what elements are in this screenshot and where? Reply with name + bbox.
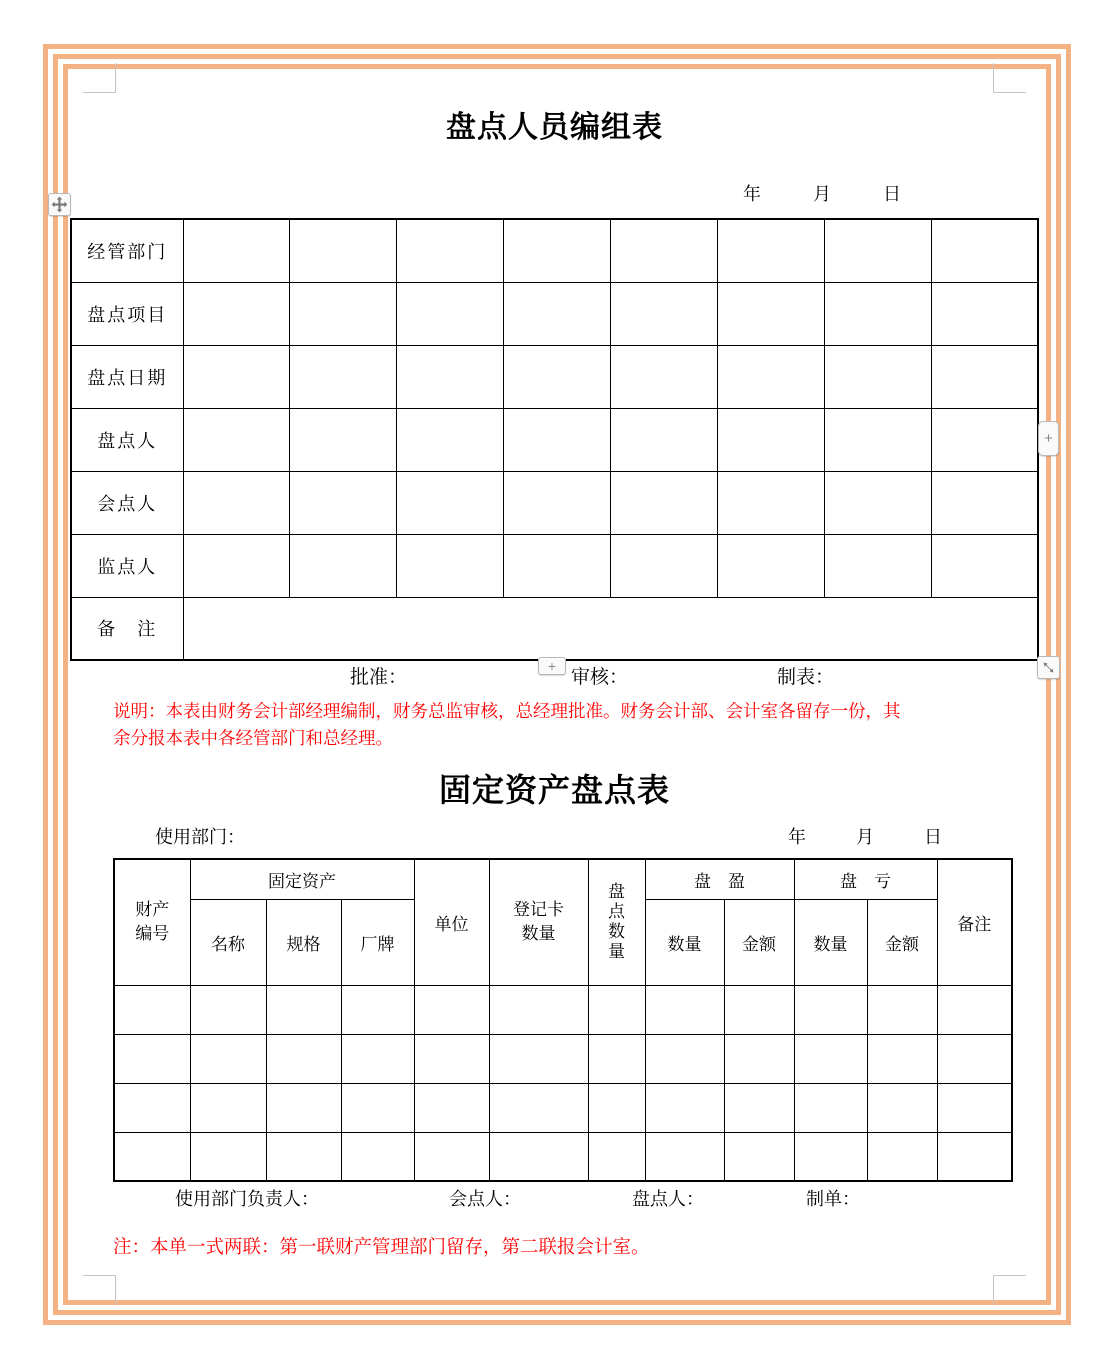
empty-cell[interactable] <box>504 408 611 471</box>
empty-cell[interactable] <box>645 985 724 1034</box>
table-row <box>114 985 1012 1034</box>
form1-dateline <box>743 180 901 206</box>
empty-cell[interactable] <box>489 1034 588 1083</box>
empty-cell[interactable] <box>341 1034 414 1083</box>
empty-cell[interactable] <box>183 219 290 282</box>
empty-cell[interactable] <box>266 1083 341 1132</box>
using-dept-label: 使用部门： <box>155 827 245 847</box>
crop-mark-bottom-left <box>83 1275 116 1305</box>
empty-cell[interactable] <box>724 1132 794 1181</box>
col-header-deficit-qty: 数量 <box>794 899 867 985</box>
year-label: 年 <box>788 827 806 847</box>
empty-cell[interactable] <box>183 345 290 408</box>
empty-cell[interactable] <box>290 471 397 534</box>
day-label: 日 <box>924 827 942 847</box>
empty-cell[interactable] <box>645 1034 724 1083</box>
row-label-supervisor: 监点人 <box>71 534 183 597</box>
empty-cell[interactable] <box>588 1034 645 1083</box>
empty-cell[interactable] <box>266 1132 341 1181</box>
col-header-surplus-amount: 金额 <box>724 899 794 985</box>
row-label-co-counter: 会点人 <box>71 471 183 534</box>
counter-label: 盘点人： <box>632 1189 704 1209</box>
col-header-remark: 备注 <box>937 859 1012 985</box>
form1-note-line1: 说明：本表由财务会计部经理编制，财务总监审核，总经理批准。财务会计部、会计室各留存一份，其 <box>113 701 901 721</box>
form1-note-line2: 余分报本表中各经管部门和总经理。 <box>113 728 393 748</box>
month-label: 月 <box>813 184 831 204</box>
row-label-remark: 备 注 <box>71 597 183 660</box>
empty-cell[interactable] <box>931 534 1038 597</box>
empty-cell[interactable] <box>114 1083 190 1132</box>
empty-cell[interactable] <box>414 1083 489 1132</box>
empty-cell[interactable] <box>611 345 718 408</box>
empty-cell[interactable] <box>489 1083 588 1132</box>
empty-cell[interactable] <box>824 345 931 408</box>
empty-cell[interactable] <box>183 471 290 534</box>
empty-cell[interactable] <box>489 985 588 1034</box>
empty-cell[interactable] <box>611 219 718 282</box>
remark-cell[interactable] <box>183 597 1038 660</box>
empty-cell[interactable] <box>397 534 504 597</box>
empty-cell[interactable] <box>114 985 190 1034</box>
empty-cell[interactable] <box>341 1083 414 1132</box>
col-header-name: 名称 <box>190 899 266 985</box>
empty-cell[interactable] <box>183 282 290 345</box>
empty-cell[interactable] <box>717 408 824 471</box>
empty-cell[interactable] <box>867 985 937 1034</box>
empty-cell[interactable] <box>504 534 611 597</box>
crop-mark-bottom-right <box>993 1275 1026 1305</box>
empty-cell[interactable] <box>931 408 1038 471</box>
row-label-managing-dept: 经管部门 <box>71 219 183 282</box>
crop-mark-top-left <box>83 63 116 93</box>
col-group-surplus: 盘 盈 <box>645 859 794 899</box>
empty-cell[interactable] <box>867 1083 937 1132</box>
table-row <box>71 534 1038 597</box>
empty-cell[interactable] <box>931 345 1038 408</box>
empty-cell[interactable] <box>611 534 718 597</box>
empty-cell[interactable] <box>504 282 611 345</box>
empty-cell[interactable] <box>266 1034 341 1083</box>
empty-cell[interactable] <box>414 985 489 1034</box>
empty-cell[interactable] <box>341 985 414 1034</box>
empty-cell[interactable] <box>717 471 824 534</box>
col-group-fixed-asset: 固定资产 <box>190 859 414 899</box>
empty-cell[interactable] <box>611 408 718 471</box>
resize-icon <box>1041 660 1056 675</box>
dept-head-label: 使用部门负责人： <box>175 1189 319 1209</box>
form1-note <box>113 698 1018 752</box>
empty-cell[interactable] <box>645 1083 724 1132</box>
table-row <box>71 597 1038 660</box>
empty-cell[interactable] <box>397 408 504 471</box>
empty-cell[interactable] <box>397 282 504 345</box>
empty-cell[interactable] <box>937 1034 1012 1083</box>
col-header-deficit-amount: 金额 <box>867 899 937 985</box>
empty-cell[interactable] <box>290 345 397 408</box>
empty-cell[interactable] <box>645 1132 724 1181</box>
col-header-card-qty: 登记卡 数量 <box>489 859 588 985</box>
col-header-brand: 厂牌 <box>341 899 414 985</box>
empty-cell[interactable] <box>290 534 397 597</box>
plus-icon: + <box>547 658 557 674</box>
empty-cell[interactable] <box>931 282 1038 345</box>
empty-cell[interactable] <box>290 408 397 471</box>
insert-row-plus-handle[interactable] <box>538 657 566 675</box>
table-row <box>71 282 1038 345</box>
empty-cell[interactable] <box>794 1083 867 1132</box>
year-label: 年 <box>743 184 761 204</box>
form2-dateline <box>788 823 942 849</box>
table-row <box>114 1034 1012 1083</box>
approve-label: 批准： <box>350 667 408 688</box>
fixed-asset-inventory-table <box>113 858 1013 1182</box>
plus-icon: + <box>1044 430 1053 447</box>
empty-cell[interactable] <box>414 1034 489 1083</box>
empty-cell[interactable] <box>190 985 266 1034</box>
form2-title: 固定资产盘点表 <box>438 772 670 808</box>
empty-cell[interactable] <box>724 1034 794 1083</box>
empty-cell[interactable] <box>588 1083 645 1132</box>
empty-cell[interactable] <box>190 1083 266 1132</box>
empty-cell[interactable] <box>114 1132 190 1181</box>
empty-cell[interactable] <box>341 1132 414 1181</box>
row-label-counter: 盘点人 <box>71 408 183 471</box>
table-row <box>71 471 1038 534</box>
empty-cell[interactable] <box>824 408 931 471</box>
col-header-spec: 规格 <box>266 899 341 985</box>
empty-cell[interactable] <box>937 985 1012 1034</box>
empty-cell[interactable] <box>794 1132 867 1181</box>
empty-cell[interactable] <box>937 1083 1012 1132</box>
col-header-property-no: 财产 编号 <box>114 859 190 985</box>
empty-cell[interactable] <box>504 471 611 534</box>
empty-cell[interactable] <box>414 1132 489 1181</box>
empty-cell[interactable] <box>588 985 645 1034</box>
empty-cell[interactable] <box>824 534 931 597</box>
empty-cell[interactable] <box>824 219 931 282</box>
row-label-inventory-item: 盘点项目 <box>71 282 183 345</box>
move-icon <box>51 196 68 213</box>
empty-cell[interactable] <box>794 985 867 1034</box>
col-header-count-qty: 盘 点 数 量 <box>588 859 645 985</box>
empty-cell[interactable] <box>724 985 794 1034</box>
empty-cell[interactable] <box>190 1034 266 1083</box>
month-label: 月 <box>856 827 874 847</box>
co-counter-label: 会点人： <box>449 1189 521 1209</box>
personnel-grouping-table <box>70 218 1039 661</box>
empty-cell[interactable] <box>183 408 290 471</box>
empty-cell[interactable] <box>717 345 824 408</box>
table-row <box>71 345 1038 408</box>
table-row <box>114 1083 1012 1132</box>
col-header-unit: 单位 <box>414 859 489 985</box>
empty-cell[interactable] <box>190 1132 266 1181</box>
empty-cell[interactable] <box>717 282 824 345</box>
preparer-label: 制单： <box>806 1189 860 1209</box>
empty-cell[interactable] <box>937 1132 1012 1181</box>
empty-cell[interactable] <box>266 985 341 1034</box>
empty-cell[interactable] <box>397 471 504 534</box>
crop-mark-top-right <box>993 63 1026 93</box>
empty-cell[interactable] <box>290 282 397 345</box>
table-resize-handle[interactable] <box>1037 656 1060 679</box>
empty-cell[interactable] <box>824 282 931 345</box>
empty-cell[interactable] <box>824 471 931 534</box>
empty-cell[interactable] <box>397 219 504 282</box>
header-row-groups <box>114 859 1012 899</box>
day-label: 日 <box>883 184 901 204</box>
empty-cell[interactable] <box>489 1132 588 1181</box>
empty-cell[interactable] <box>290 219 397 282</box>
empty-cell[interactable] <box>504 219 611 282</box>
empty-cell[interactable] <box>504 345 611 408</box>
col-header-surplus-qty: 数量 <box>645 899 724 985</box>
empty-cell[interactable] <box>867 1132 937 1181</box>
empty-cell[interactable] <box>724 1083 794 1132</box>
empty-cell[interactable] <box>931 219 1038 282</box>
empty-cell[interactable] <box>931 471 1038 534</box>
form1-title: 盘点人员编组表 <box>446 111 663 144</box>
form2-note: 注：本单一式两联：第一联财产管理部门留存，第二联报会计室。 <box>113 1236 650 1257</box>
review-label: 审核： <box>571 667 629 688</box>
empty-cell[interactable] <box>611 471 718 534</box>
tabulate-label: 制表： <box>777 667 835 688</box>
table-row <box>114 1132 1012 1181</box>
table-row <box>71 408 1038 471</box>
empty-cell[interactable] <box>717 534 824 597</box>
col-group-deficit: 盘 亏 <box>794 859 937 899</box>
insert-column-plus-handle[interactable] <box>1038 421 1059 456</box>
table-move-handle[interactable] <box>48 193 71 216</box>
empty-cell[interactable] <box>588 1132 645 1181</box>
row-label-inventory-date: 盘点日期 <box>71 345 183 408</box>
table-row <box>71 219 1038 282</box>
empty-cell[interactable] <box>867 1034 937 1083</box>
empty-cell[interactable] <box>114 1034 190 1083</box>
empty-cell[interactable] <box>183 534 290 597</box>
empty-cell[interactable] <box>611 282 718 345</box>
empty-cell[interactable] <box>397 345 504 408</box>
empty-cell[interactable] <box>794 1034 867 1083</box>
empty-cell[interactable] <box>717 219 824 282</box>
